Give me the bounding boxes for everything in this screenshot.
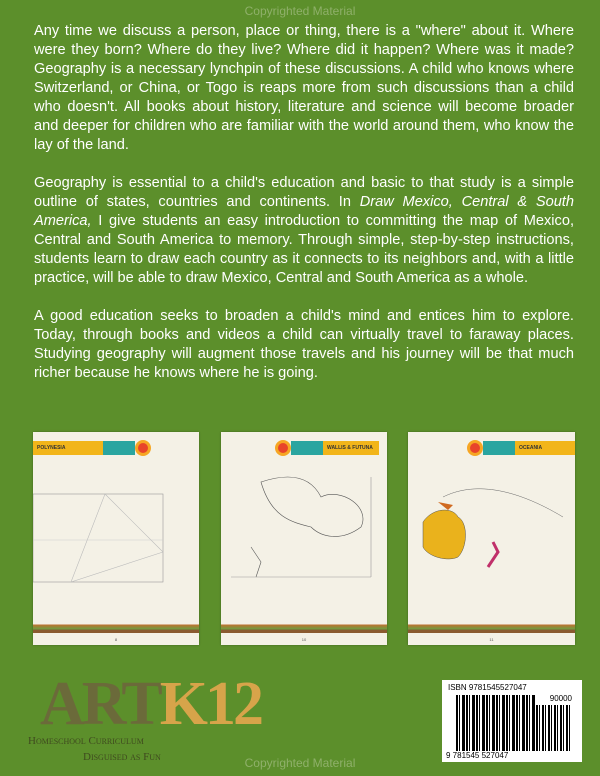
instructions xyxy=(229,582,379,586)
title-band xyxy=(467,441,575,455)
title-band xyxy=(275,441,379,455)
watermark-bottom: Copyrighted Material xyxy=(244,756,356,770)
scenery-strip xyxy=(33,621,199,633)
oceania-map xyxy=(413,477,573,577)
scenery-strip xyxy=(221,621,387,633)
page-number: 11 xyxy=(489,637,494,642)
logo-wordmark: ARTK12 xyxy=(40,670,261,738)
p2-text-a: Geography is essential to a child's education and basic to that study is a simple outline of states, countries and continents. In xyxy=(34,175,574,210)
sample-page-polynesia xyxy=(33,432,199,645)
map-outline xyxy=(231,467,381,582)
page-number: 8 xyxy=(114,637,118,642)
barcode-addon-bars xyxy=(536,705,572,751)
barcode-bars xyxy=(456,695,536,751)
sample-page-oceania xyxy=(408,432,575,645)
paragraph-2 xyxy=(34,174,574,288)
paragraph-3: A good education seeks to broaden a child's mind and entices him to explore. Today, through books and videos a child can virtually travel to faraway places. Studying geography will augment those travels and his journey will be that much richer because he knows where he is going. xyxy=(34,308,574,381)
isbn-barcode xyxy=(442,680,582,762)
price-code: 90000 xyxy=(549,694,572,703)
triangle-drawing xyxy=(33,492,199,587)
sun-icon xyxy=(275,440,291,456)
page-title: WALLIS & FUTUNA xyxy=(323,441,379,455)
sun-icon xyxy=(467,440,483,456)
watermark-top: Copyrighted Material xyxy=(244,4,356,18)
back-cover-text xyxy=(34,22,574,402)
title-band xyxy=(33,441,151,455)
barcode-number: 9 781545 527047 xyxy=(446,751,509,760)
page-title: OCEANIA xyxy=(515,441,575,455)
paragraph-1: Any time we discuss a person, place or thing, there is a "where" about it. Where were they born? Where do they live? Where did it happen? Where was it made? Geography is a necessary lynchpin of these discussions. A child who knows where Switzerland, or China, or Togo is reaps more from such discussions than a child who doesn't. All books about history, literature and science will become broader and deeper for children who are familiar with the world around them, who know the lay of the land. xyxy=(34,23,574,153)
logo-tagline-2: Disguised as Fun xyxy=(83,751,161,763)
sun-icon xyxy=(135,440,151,456)
p2-text-b: I give students an easy introduction to committing the map of Mexico, Central and South America to memory. Through simple, step-by-step instructions, students learn to draw each country as it connects to its neighbors and, with a little practice, will be able to draw Mexico, Central and South America as a whole. xyxy=(34,213,574,286)
page-number: 10 xyxy=(301,637,307,642)
sample-page-wallis-futuna xyxy=(221,432,387,645)
logo-tagline-1: Homeschool Curriculum xyxy=(28,735,144,747)
book-title: Draw Mexico, Central & South America, xyxy=(34,194,574,229)
page-title: POLYNESIA xyxy=(33,441,103,455)
isbn-text: ISBN 9781545527047 xyxy=(448,683,527,692)
scenery-strip xyxy=(408,621,575,633)
